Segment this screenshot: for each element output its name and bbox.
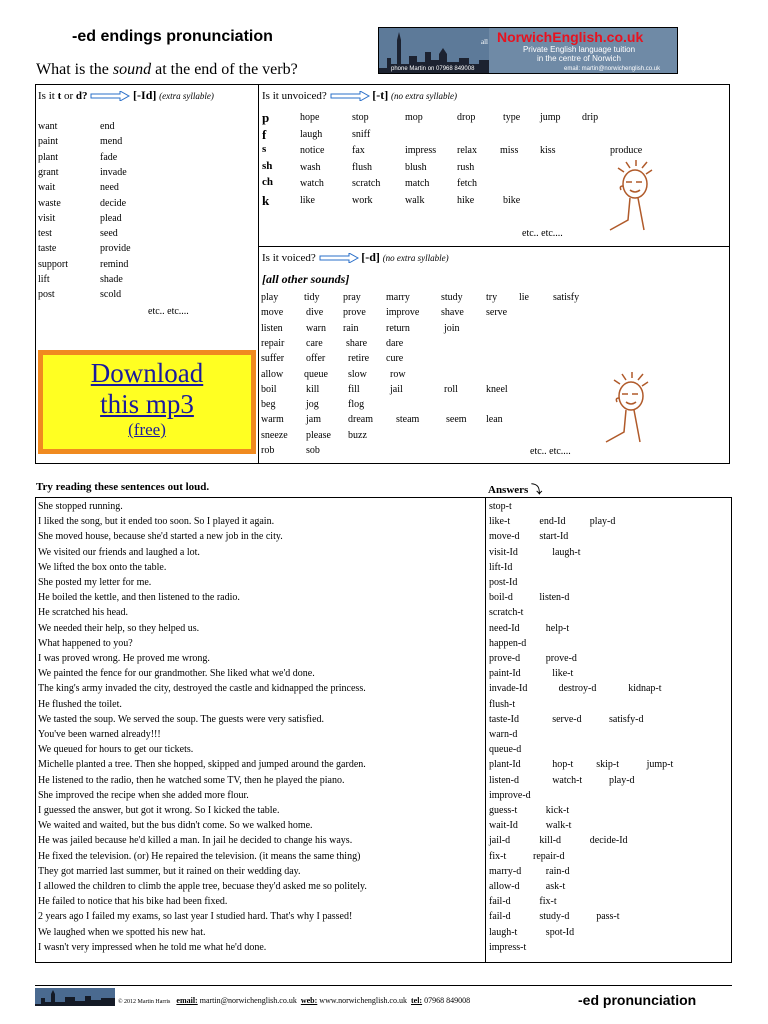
answer-item: start-Id (539, 531, 569, 543)
answer-item: jail-d (489, 835, 511, 847)
id-verb: test (38, 228, 52, 240)
t-verb: hike (457, 194, 475, 206)
page-title: -ed endings pronunciation (72, 28, 273, 45)
id-verb: want (38, 121, 58, 132)
t-verb: drop (457, 112, 476, 123)
sentence-row: I liked the song, but it ended too soon. So I played it again. (38, 516, 275, 528)
d-verb: listen (261, 322, 283, 334)
d-verb: try (486, 292, 498, 303)
answer-item: repair-d (533, 850, 565, 862)
thinking-man-icon (600, 160, 670, 242)
d-verb: play (261, 292, 279, 303)
t-verb: like (300, 194, 315, 206)
answer-item: improve-d (489, 789, 531, 801)
t-verb: scratch (352, 178, 381, 189)
answer-item: fix-t (489, 850, 507, 862)
id-verb: grant (38, 166, 59, 178)
answer-item: need-Id (489, 622, 520, 634)
t-verb: type (503, 112, 521, 123)
t-verb: watch (300, 178, 324, 189)
d-verb: jog (306, 399, 319, 411)
d-verb: dive (306, 307, 324, 319)
answer-item: stop-t (489, 501, 512, 512)
sound-symbol: ch (262, 176, 273, 188)
t-verb: mop (405, 112, 423, 123)
answer-item: warn-d (489, 729, 518, 740)
answer-item: play-d (609, 774, 635, 786)
id-verb: waste (38, 197, 61, 209)
t-verb: kiss (540, 145, 556, 156)
id-verb: plead (100, 212, 122, 224)
d-verb: warn (306, 322, 326, 334)
d-verb: shave (441, 307, 464, 319)
t-verb: bike (503, 194, 521, 206)
footer-info: © 2012 Martin Harris email: martin@norwichenglish.co.uk web: www.norwichenglish.co.uk tel: 07968 849008 (118, 996, 471, 1005)
answer-item: satisfy-d (609, 713, 644, 725)
d-verb: serve (486, 307, 508, 319)
id-verb: plant (38, 151, 58, 163)
sentence-row: I wasn't very impressed when he told me what he'd done. (38, 941, 267, 953)
d-verb: study (441, 292, 463, 303)
t-etc: etc.. etc.... (522, 228, 563, 239)
answer-item: happen-d (489, 637, 527, 649)
answer-item: listen-d (539, 592, 570, 604)
d-verb: sob (306, 445, 320, 456)
answer-item: fail-d (489, 896, 511, 908)
sentence-row: She moved house, because she'd started a new job in the city. (38, 531, 283, 543)
sentence-row: 2 years ago I failed my exams, so last year I studied hard. That's why I passed! (38, 911, 353, 923)
answer-item: move-d (489, 531, 520, 543)
answer-item: jump-t (646, 759, 674, 771)
id-verb: need (100, 182, 119, 194)
d-verb: allow (261, 368, 284, 380)
t-verb: fetch (457, 178, 477, 189)
t-verb: flush (352, 161, 372, 173)
d-verb: please (306, 429, 331, 441)
answer-item: watch-t (552, 774, 583, 786)
d-verb: buzz (348, 429, 367, 441)
answer-item: like-t (489, 516, 511, 528)
sentence-row: We queued for hours to get our tickets. (38, 744, 194, 756)
banner-site: NorwichEnglish.co.uk (497, 29, 644, 45)
sentence-row: He fixed the television. (or) He repaired the television. (it means the same thing) (38, 850, 361, 862)
vertical-divider (258, 84, 259, 464)
t-verb: sniff (352, 128, 371, 140)
id-verb: mend (100, 136, 123, 148)
d-verb: cure (386, 353, 404, 365)
id-verb: post (38, 289, 55, 301)
download-line1: Download (90, 358, 204, 388)
t-verb: match (405, 178, 430, 189)
d-verb: offer (306, 353, 326, 365)
answer-item: impress-t (489, 941, 527, 953)
sentence-row: They got married last summer, but it rained on their wedding day. (38, 865, 301, 877)
sentence-row: We painted the fence for our grandmother. She liked what we'd done. (38, 668, 315, 680)
d-verb: care (306, 337, 323, 349)
answer-item: taste-Id (489, 713, 519, 725)
answer-item: flush-t (489, 698, 516, 710)
footer-email-link[interactable]: martin@norwichenglish.co.uk (199, 996, 297, 1005)
d-verb: marry (386, 292, 410, 303)
answer-item: listen-d (489, 774, 519, 786)
t-verb: drip (582, 112, 599, 123)
city-skyline-icon (35, 988, 115, 1006)
id-verb: decide (100, 197, 127, 209)
sentence-row: He flushed the toilet. (38, 698, 122, 710)
sentence-row: He listened to the radio, then he watched some TV, then he played the piano. (38, 774, 345, 786)
d-verb: rain (343, 322, 359, 334)
d-verb: dream (348, 414, 373, 426)
answer-item: kill-d (539, 835, 562, 847)
answers-label: Answers ⤵ (488, 484, 543, 496)
d-verb: return (386, 322, 410, 334)
d-verb: slow (348, 368, 367, 380)
sound-symbol: s (262, 143, 267, 155)
d-verb: join (444, 322, 460, 334)
id-verb: seed (100, 228, 118, 240)
d-verb: sneeze (261, 429, 288, 441)
answer-item: end-Id (539, 516, 566, 528)
d-verb: improve (386, 307, 420, 319)
id-verb: fade (100, 151, 118, 163)
answer-item: scratch-t (489, 607, 524, 619)
sentence-row: We needed their help, so they helped us. (38, 622, 200, 634)
t-verb: laugh (300, 128, 323, 140)
t-verb: produce (610, 145, 643, 156)
answer-item: laugh-t (489, 926, 518, 938)
answer-item: kidnap-t (628, 683, 662, 695)
answer-item: laugh-t (552, 546, 581, 558)
d-verb: flog (348, 399, 365, 411)
id-verb: shade (100, 274, 123, 285)
sentence-row: He failed to notice that his bike had been fixed. (38, 896, 228, 908)
id-verb: end (100, 121, 115, 132)
answer-item: help-t (545, 622, 570, 634)
sentence-row: We laughed when we spotted his new hat. (38, 926, 206, 938)
answer-item: hop-t (552, 759, 574, 771)
answer-item: walk-t (545, 820, 572, 832)
answer-item: queue-d (489, 744, 522, 756)
d-rule-header: Is it voiced? [-d] (no extra syllable) (262, 250, 449, 264)
d-verb: row (390, 368, 406, 380)
sound-symbol: f (262, 126, 267, 142)
answers-divider (485, 497, 486, 963)
t-verb: rush (457, 161, 475, 173)
sentence-row: I allowed the children to climb the apple tree, becuase they'd asked me so politely. (38, 881, 367, 892)
id-verb: support (38, 258, 68, 270)
banner-phone: phone Martin on 07968 849008 (391, 66, 475, 72)
sentence-row: She stopped running. (38, 501, 123, 512)
answer-item: skip-t (596, 759, 619, 771)
t-verb: work (352, 194, 373, 206)
banner-tagline: Private English language tuition in the centre of Norwich (522, 45, 636, 63)
d-verb: seem (446, 414, 467, 426)
id-verb: wait (38, 182, 56, 194)
d-verb: retire (348, 353, 370, 365)
footer-title: -ed pronunciation (578, 992, 697, 1008)
norwich-english-banner[interactable] (378, 27, 678, 74)
id-verb: taste (38, 243, 57, 255)
sentence-row: We lifted the box onto the table. (38, 561, 167, 573)
answer-item: marry-d (489, 865, 522, 877)
sentence-row: The king's army invaded the city, destroyed the castle and kidnapped the princess. (38, 683, 366, 695)
sentence-row: He was jailed because he'd killed a man. In jail he decided to change his ways. (38, 835, 353, 847)
id-verb: remind (100, 258, 129, 270)
d-verb: tidy (304, 292, 320, 303)
d-verb: jail (390, 383, 403, 395)
t-verb: miss (500, 145, 519, 156)
sentence-row: We tasted the soup. We served the soup. The guests were very satisfied. (38, 713, 325, 725)
answer-item: guess-t (489, 805, 518, 816)
t-verb: impress (405, 145, 437, 156)
sentence-row: Michelle planted a tree. Then she hopped, skipped and jumped around the garden. (38, 759, 366, 771)
answer-item: plant-Id (489, 759, 521, 771)
sentence-row: What happened to you? (38, 637, 133, 649)
try-label: Try reading these sentences out loud. (36, 481, 210, 493)
arrow-right-icon (330, 91, 370, 101)
answer-item: prove-d (545, 653, 577, 664)
d-verb: roll (444, 383, 458, 395)
answer-item: spot-Id (545, 926, 575, 938)
id-rule-header: Is it t or d? [-Id] (extra syllable) (38, 88, 214, 102)
main-question: What is the sound at the end of the verb? (36, 61, 298, 78)
sentence-row: We waited and waited, but the bus didn't come. So we walked home. (38, 820, 313, 832)
t-verb: fax (352, 145, 365, 156)
answer-item: study-d (539, 911, 570, 923)
answer-item: fix-t (539, 896, 557, 908)
d-verb: beg (261, 399, 276, 411)
t-verb: blush (405, 161, 427, 173)
d-verb: fill (348, 383, 360, 395)
arrow-right-icon (319, 253, 359, 263)
id-verb: paint (38, 136, 58, 148)
t-verb: stop (352, 112, 369, 123)
sentence-row: You've been warned already!!! (38, 729, 161, 740)
sentence-row: She posted my letter for me. (38, 577, 152, 588)
d-verb: lie (519, 292, 529, 303)
d-verb: repair (261, 337, 285, 349)
answer-item: paint-Id (489, 668, 521, 680)
d-verb: lean (486, 414, 503, 426)
id-verb: visit (38, 212, 56, 224)
download-line2: this mp3 (100, 389, 194, 419)
d-verb: rob (261, 445, 275, 456)
d-verb: prove (343, 307, 366, 319)
answer-item: pass-t (596, 911, 620, 923)
thinking-man-icon (596, 372, 666, 454)
sound-symbol: sh (262, 159, 273, 172)
d-verb: suffer (261, 353, 285, 365)
answer-item: play-d (589, 516, 616, 528)
d-verb: queue (304, 368, 328, 380)
answer-item: rain-d (545, 865, 570, 877)
id-verb: lift (38, 274, 50, 285)
footer-rule (35, 985, 732, 986)
sentence-row: She improved the recipe when she added more flour. (38, 789, 249, 801)
answer-item: serve-d (552, 713, 582, 725)
d-verb: dare (386, 337, 404, 349)
d-verb: jam (306, 414, 321, 426)
answer-item: fail-d (489, 911, 511, 923)
d-verb: kill (306, 383, 320, 395)
t-verb: walk (405, 194, 425, 206)
answer-item: like-t (552, 668, 574, 680)
d-verb: steam (396, 414, 420, 426)
t-verb: jump (540, 112, 561, 123)
horizontal-divider (258, 246, 730, 247)
answer-item: visit-Id (489, 546, 518, 558)
t-rule-header: Is it unvoiced? [-t] (no extra syllable) (262, 88, 457, 102)
sound-symbol: k (262, 192, 270, 208)
t-verb: relax (457, 145, 477, 156)
id-verb: invade (100, 166, 127, 178)
d-verb: warm (261, 414, 284, 426)
sentence-row: I guessed the answer, but got it wrong. So I kicked the table. (38, 805, 280, 816)
d-verb: satisfy (553, 292, 580, 303)
answer-item: kick-t (545, 805, 570, 816)
sound-symbol: p (262, 110, 270, 125)
d-verb: move (261, 307, 284, 319)
id-verb: scold (100, 289, 122, 301)
id-etc: etc.. etc.... (148, 306, 189, 317)
sentence-row: We visited our friends and laughed a lot. (38, 546, 200, 558)
answer-item: prove-d (489, 653, 521, 664)
sentence-row: I was proved wrong. He proved me wrong. (38, 653, 210, 664)
answer-item: allow-d (489, 881, 520, 892)
t-verb: notice (300, 145, 325, 156)
d-verb: boil (261, 383, 277, 395)
answer-item: lift-Id (489, 561, 513, 573)
answer-item: boil-d (489, 592, 513, 604)
banner-all: all (481, 38, 488, 46)
t-verb: hope (300, 112, 320, 123)
answer-item: destroy-d (558, 683, 597, 695)
download-mp3-button[interactable] (38, 350, 256, 454)
arrow-right-icon (90, 91, 130, 101)
d-verb: pray (343, 292, 361, 303)
all-other-sounds: [all other sounds] (262, 272, 350, 286)
id-verb: provide (100, 243, 131, 255)
d-verb: share (346, 337, 368, 349)
answer-item: invade-Id (489, 683, 528, 695)
answer-item: ask-t (545, 881, 566, 892)
t-verb: wash (300, 161, 321, 173)
footer-web-link[interactable]: www.norwichenglish.co.uk (319, 996, 407, 1005)
answer-item: decide-Id (589, 835, 628, 847)
answer-item: wait-Id (489, 820, 518, 832)
banner-email: email: martin@norwichenglish.co.uk (564, 66, 661, 72)
sentence-row: He scratched his head. (38, 607, 128, 619)
d-verb: kneel (486, 383, 508, 395)
download-free: (free) (128, 420, 166, 439)
sentence-row: He boiled the kettle, and then listened to the radio. (38, 592, 240, 604)
answer-item: post-Id (489, 577, 518, 588)
d-etc: etc.. etc.... (530, 446, 571, 457)
